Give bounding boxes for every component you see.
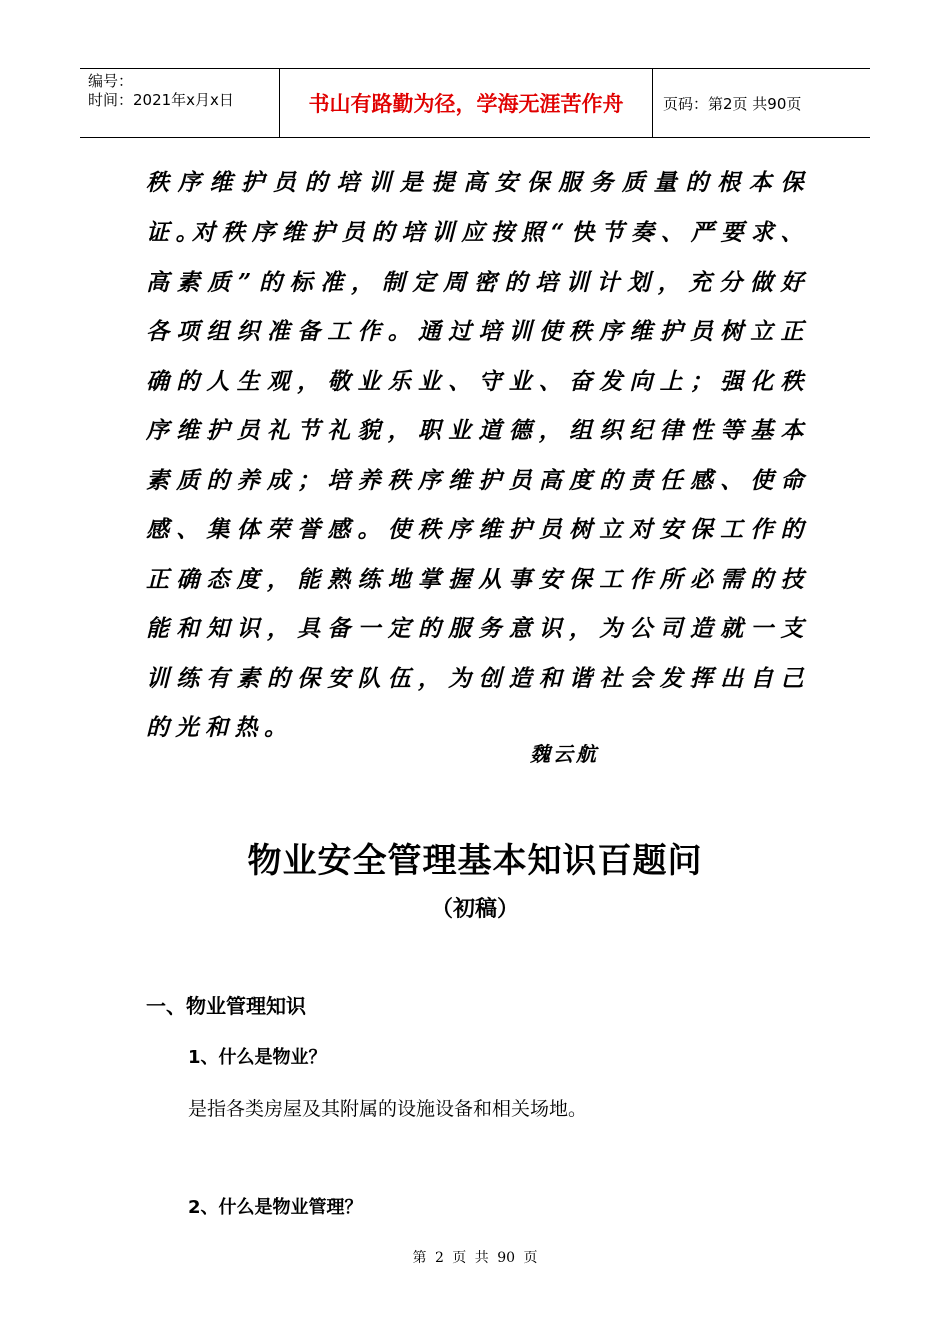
header-motto: 书山有路勤为径，学海无涯苦作舟 [280, 69, 653, 137]
page-footer: 第 2 页 共 90 页 [412, 1250, 538, 1266]
document-title: 物业安全管理基本知识百题问 [247, 841, 703, 881]
body-paragraph-2: 对秩序维护员的培训应按照“快节奏、严要求、高素质”的标准，制定周密的培训计划，充分做好各项组织准备工作。通过培训使秩序维护员树立正确的人生观，敬业乐业、守业、奋发向上；强化秩序维护员礼节礼貌，职业道德，组织纪律性等基本素质的养成；培养秩序维护员高度的责任感、使命感、集体荣誉感。使秩序维护员树立对安保工作的正确态度，能熟练地掌握从事安保工作所必需的技能和知识，具备一定的服务意识，为公司造就一支训练有素的保安队伍，为创造和谐社会发挥出自己的光和热。 [146, 219, 810, 741]
section-heading: 一、物业管理知识 [146, 994, 306, 1018]
body-paragraph-1: 秩序维护员的培训是提高安保服务质量的根本保证。 [146, 169, 810, 246]
question-2: 2、什么是物业管理？ [188, 1197, 363, 1218]
document-subtitle: （初稿） [430, 896, 519, 922]
header-meta [80, 69, 280, 137]
answer-1: 是指各类房屋及其附属的设施设备和相关场地。 [188, 1098, 588, 1120]
header-page-info: 页码：第2页 共90页 [663, 94, 802, 113]
header-table [80, 68, 870, 138]
question-1: 1、什么是物业？ [188, 1047, 327, 1068]
date-label: 时间：2021年x月x日 [88, 91, 234, 109]
number-label: 编号： [88, 72, 134, 90]
signature: 魏云航 [530, 742, 599, 766]
